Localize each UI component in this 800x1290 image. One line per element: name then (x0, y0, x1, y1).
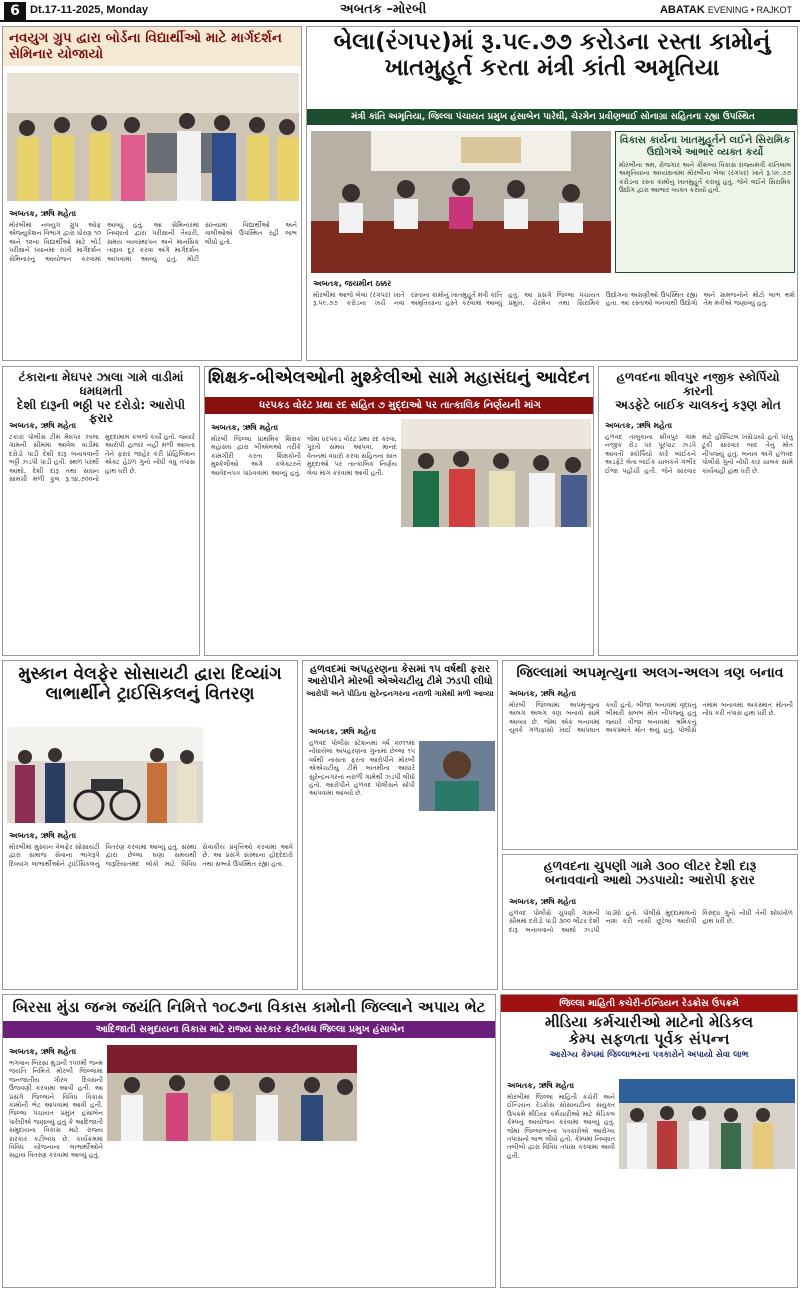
headline-line-1: મીડિયા કર્મચારીઓ માટેનો મેડિકલ (544, 1013, 754, 1031)
byline: અબતક, ઋષિ મહેતા (509, 897, 577, 906)
seminar-photo-illustration (7, 73, 299, 201)
article-body-wrap (211, 421, 397, 656)
article-subhead: મંત્રી કાંતિ અમૃતિયા, જિલ્લા પંચાયત પ્રમુખ હંસાબેન પારેઘી, ચેરમેન પ્રવીણભાઈ સોનાગ્રા સહિતના રહ્યા ઉપસ્થિત (307, 109, 798, 125)
article-body: મોરબીમાં નવયુગ ગ્રુપ ઓફ એજ્યુકેશન વિભાગ દ્વારા ધોરણ ૧૦ અને ૧૨ના વિદ્યાર્થીઓ માટે બોર્ડ પરીક્ષાને ધ્યાનમાં રાખી માર્ગદર્શન સેમિનારનું આયોજન કરવામાં આવ્યું હતું. આ સેમિનારમાં નિષ્ણાતો દ્વારા પરીક્ષાની તૈયારી, સમય વ્યવસ્થાપન અને માનસિક તણાવ દૂર કરવા અંગે માર્ગદર્શન આપવામાં આવ્યું હતું. મોટી સંખ્યામાં વિદ્યાર્થીઓ અને વાલીઓએ ઉપસ્થિત રહી લાભ લીધો હતો. (9, 221, 297, 263)
sidebar-body: મોરબીના શ્રમ, રોજગાર અને કૌશલ્ય વિકાસ રાજ્યમંત્રી કાંતિલાલ અમૃતિયાના અધ્યક્ષતામાં મોરબીના બેલા (રંગપર) ખાતે રૂ.૫૯.૭૭ કરોડના રસ્તા કામોનું ખાતમુહૂર્ત કરાયું હતું. જેને લઈને સિરામિક ઉદ્યોગ દ્વારા આભાર વ્યક્ત કરાયો હતો. (619, 161, 791, 195)
headline-line-1: મુસ્કાન વેલફેર સોસાયટી દ્વારા દિવ્યાંગ (18, 664, 282, 684)
headline-line-2: ખાતમુહૂર્ત કરતા મંત્રી કાંતી અમૃતિયા (384, 55, 720, 82)
article-body-wrap (605, 419, 793, 655)
article-teachers-blo (204, 366, 594, 656)
article-birsa-munda (2, 994, 496, 1288)
article-headline: નવયુગ ગ્રુપ દ્વારા બોર્ડના વિદ્યાર્થીઓ માટે માર્ગદર્શન સેમિનાર યોજાયો (3, 27, 301, 66)
headline-line-2: બનાવવાનો આથો ઝડપાયો: આરોપી ફરાર (545, 872, 755, 888)
article-body-wrap (9, 207, 297, 356)
byline: અબતક, ઋષિ મહેતા (309, 727, 377, 736)
headline-line-1: હળવદમાં અપહરણના કેસમાં ૧૫ વર્ષથી ફરાર (309, 664, 490, 675)
article-halvad-accident (598, 366, 798, 656)
article-navyug-seminar (2, 26, 302, 361)
article-body-wrap (9, 1045, 103, 1284)
masthead (0, 0, 800, 22)
headline-line-2: દેશી દારૂની ભઠ્ઠી પર દરોડો: આરોપી ફરાર (16, 397, 186, 426)
byline: અબતક, ઋષિ મહેતા (605, 421, 673, 430)
article-subhead: ધરપકડ વોરંટ પ્રથા રદ સહિત ૭ મુદ્દાઓ પર તાત્કાલિક નિર્ણયની માંગ (205, 397, 594, 414)
article-headline (3, 661, 297, 708)
brand-name: ABATAK EVENING • RAJKOT (659, 4, 792, 16)
byline: અબતક, ઋષિ મહેતા (507, 1081, 575, 1090)
tricycle-photo-illustration (7, 727, 203, 823)
article-media-medical-camp (500, 994, 798, 1288)
tricycle-photo (7, 727, 203, 823)
article-subhead: આરોગ્ય કેમ્પમાં જિલ્લાભરના પત્રકારોને અપાયો સેવા લાભ (549, 1049, 749, 1060)
birsa-event-photo (107, 1045, 357, 1141)
article-tankara-raid (2, 366, 200, 656)
article-headline: શિક્ષક-બીએલઓની મુશ્કેલીઓ સામે મહાસંઘનું આવેદન (207, 368, 591, 388)
section-title: અબતક –મોરબી (340, 2, 427, 17)
article-body: ભગવાન બિરસા મુંડાની ૧૫૦મી જન્મ જયંતિ નિમિત્તે મોરબી જિલ્લામાં જનજાતીય ગૌરવ દિવસની ઉજવણી કરવામાં આવી હતી. આ પ્રસંગે જિલ્લાને વિવિધ વિકાસ કામોની ભેટ આપવામાં આવી હતી. જિલ્લા પંચાયત પ્રમુખ હંસાબેન પારેઘીએ જણાવ્યું હતું કે આદિજાતી સમુદાયના વિકાસ માટે રાજ્ય સરકાર કટીબધ્ધ છે. કાર્યક્રમમાં વિવિધ યોજનાના લાભાર્થીઓને સહાય વિતરણ કરવામાં આવ્યું હતું. (9, 1059, 103, 1160)
headline-line-1: બેલા(રંગપર)માં રૂ.૫૯.૭૭ કરોડના રસ્તા કામોનું (333, 29, 771, 55)
article-body-wrap (309, 725, 415, 979)
article-headline (599, 367, 797, 416)
article-body-wrap (509, 687, 793, 846)
article-kicker: જિલ્લા માહિતી કચેરી-ઈન્ડિયન રેડક્રોસ ઉપક્રમે (501, 995, 797, 1012)
article-subhead: આરોપી અને પીડિતા સુરેન્દ્રનગરના નરાળી ગામેથી મળી આવ્યા (306, 689, 494, 698)
headline-line-1: હળવદના શીવપુર નજીક સ્કોર્પિયો કારની (616, 370, 780, 398)
byline: અબતક, ઋષિ મહેતા (509, 689, 577, 698)
memorandum-photo-illustration (401, 419, 591, 527)
byline: અબતક, ઋષિ મહેતા (9, 1047, 77, 1056)
accused-photo (419, 741, 495, 811)
headline-line-2: અડફેટે બાઈક ચાલકનું કરૂણ મોત (615, 397, 781, 412)
issue-date: Dt.17-11-2025, Monday (30, 4, 148, 16)
accused-photo-illustration (419, 741, 495, 811)
article-bela-road-works (306, 26, 798, 361)
article-headline (503, 855, 797, 892)
article-headline (307, 27, 797, 84)
article-body: મોરબીમાં જિલ્લા માહિતી કચેરી અને ઈન્ડિયન રેડક્રોસ સોસાયટીના સંયુક્ત ઉપક્રમે મીડિયા કર્મચારીઓ માટે મેડિકલ કેમ્પનું આયોજન કરવામાં આવ્યું હતું. જેમાં જિલ્લાભરના પત્રકારોએ આરોગ્ય તપાસનો લાભ લીધો હતો. કેમ્પમાં નિષ્ણાત તબીબો દ્વારા વિવિધ તપાસ કરવામાં આવી હતી. (507, 1093, 615, 1160)
page-number: 6 (4, 2, 26, 20)
article-body-wrap (509, 895, 793, 989)
article-body: મોરબીમાં આજે બેલા (રંગપર) ખાતે રૂ.૫૯.૭૭ કરોડના ખર્ચે નવા રસ્તાના કામોનું ખાતમુહૂર્ત મંત્રી કાંતિ અમૃતિયાના હસ્તે કરવામાં આવ્યું હતું. આ પ્રસંગે જિલ્લા પંચાયત પ્રમુખ, ચેરમેન તથા સિરામિક ઉદ્યોગના અગ્રણીઓ ઉપસ્થિત રહ્યા હતા. આ રસ્તાઓ બનવાથી ઉદ્યોગો અને ગ્રામજનોને મોટો લાભ થશે તેમ મંત્રીએ જણાવ્યું હતું. (313, 291, 795, 308)
sidebar-box (615, 131, 795, 273)
article-accidental-deaths (502, 660, 798, 850)
article-body-wrap (313, 277, 795, 359)
byline: અબતક, ઋષિ મહેતા (211, 423, 279, 432)
article-body: હળવદ પોલીસે ચુપણી ગામની સીમમાં દરોડો પાડી ૩૦૦ લીટર દેશી દારૂ બનાવવાનો આથો ઝડપી પાડ્યો હતો. પોલીસે મુદ્દામાલનો નાશ કરી નાસી છૂટેલા આરોપી વિરુદ્ધ ગુનો નોંધી તેની શોધખોળ હાથ ધરી છે. (509, 909, 793, 934)
article-body: હળવદ પોલીસ સ્ટેશનમાં વર્ષ ૨૦૧૧માં નોંધાયેલા અપહરણના ગુનામાં છેલ્લા ૧૫ વર્ષથી નાસતા ફરતા આરોપીને મોરબી એએચટીયુ ટીમે બાતમીના આધારે સુરેન્દ્રનગરના નરાળી ગામેથી ઝડપી લીધો હતો. આરોપીને હળવદ પોલીસને સોંપી આપવામાં આવ્યો છે. (309, 739, 415, 798)
article-chupni-liquor (502, 854, 798, 990)
article-body: મોરબી જિલ્લામાં અપમૃત્યુના અલગ અલગ ત્રણ બનાવો સામે આવ્યા છે. જેમાં એક બનાવમાં યુવકે ગળાફાંસો ખાઈ આપઘાત કર્યો હતો, બીજા બનાવમાં વૃદ્ધનું બીમારી સબબ મોત નીપજ્યું હતું જ્યારે ત્રીજા બનાવમાં શ્રમિકનું અકસ્માતે મોત થયું હતું. પોલીસે તમામ બનાવમાં અકસ્માત મોતની નોંધ કરી તપાસ હાથ ધરી છે. (509, 701, 793, 735)
article-subhead: આદિજાતી સમુદાયના વિકાસ માટે રાજ્ય સરકાર કટીબધ્ધ જિલ્લા પ્રમુખ હંસાબેન (3, 1021, 496, 1038)
article-body-wrap (9, 829, 293, 983)
article-halvad-kidnapping (302, 660, 498, 990)
medical-camp-photo (619, 1079, 795, 1169)
medical-camp-photo-illustration (619, 1079, 795, 1169)
seminar-photo (7, 73, 299, 201)
ceremony-photo (311, 131, 611, 273)
byline: અબતક, જયમીન ઠક્કર (313, 279, 392, 288)
byline: અબતક, ઋષિ મહેતા (9, 209, 77, 218)
headline-line-1: હળવદના ચુપણી ગામે ૩૦૦ લીટર દેશી દારૂ (543, 858, 757, 873)
article-body: હળવદ તાલુકાના શીવપુર ગામ નજીક રોડ પર પૂરપાટ ઝડપે આવતી સ્કોર્પિયો કારે બાઈકને અડફેટે લેતા બાઈક ચાલકને ગંભીર ઈજા પહોંચી હતી. જેને સારવાર માટે હોસ્પિટલ ખસેડાયો હતો પરંતુ ટૂંકી સારવાર બાદ તેનું મોત નીપજ્યું હતું. બનાવ અંગે હળવદ પોલીસે ગુનો નોંધી કાર ચાલક સામે કાર્યવાહી હાથ ધરી છે. (605, 433, 793, 475)
headline-line-1: ટંકારાના મેઘપર ઝાલા ગામે વાડીમાં ધમધમતી (18, 370, 184, 398)
article-headline: બિરસા મુંડા જન્મ જયંતિ નિમિત્તે ૧૦૮૭ના વિકાસ કામોની જિલ્લાને અપાય ભેટ (12, 998, 486, 1016)
sidebar-title: વિકાસ કાર્યના ખાતમુહૂર્તને લઈને સિરામિક ઉદ્યોગએ આભાર વ્યક્ત કર્યો (619, 135, 791, 158)
article-body-wrap (9, 419, 195, 655)
article-headline (501, 1012, 797, 1051)
byline: અબતક, ઋષિ મહેતા (9, 421, 77, 430)
memorandum-photo (401, 419, 591, 527)
headline-line-2: લાભાર્થીને ટ્રાઈસિકલનું વિતરણ (45, 683, 255, 704)
headline-line-2: કેમ્પ સફળતા પૂર્વક સંપન્ન (568, 1030, 730, 1049)
article-body-wrap (507, 1079, 615, 1288)
article-headline (303, 661, 497, 690)
article-body: મોરબી જિલ્લા પ્રાથમિક શિક્ષક મહાસંઘ દ્વારા બીએલઓ તરીકે કામગીરી કરતા શિક્ષકોની મુશ્કેલીઓ અંગે કલેક્ટરને આવેદનપત્ર પાઠવવામાં આવ્યું હતું. જેમાં ધરપકડ વોરંટ પ્રથા રદ કરવા, પૂરતો સમય આપવા, માનદ વેતનમાં વધારો કરવા સહિતના સાત મુદ્દાઓ પર તાત્કાલિક નિર્ણય લેવા માંગ કરવામાં આવી હતી. (211, 435, 397, 477)
article-body: ટંકારા પોલીસ ટીમ મેઘપર ઝાલા ગામની સીમમાં આવેલ વાડીમાં દરોડો પાડી દેશી દારૂ બનાવવાની ભઠ્ઠી ઝડપી પાડી હતી. સ્થળ પરથી આથો, દેશી દારૂ તથા સાધન સામગ્રી મળી કુલ રૂ.૧૪,૭૦૦નો મુદ્દામાલ કબજે કર્યો હતો. જ્યારે આરોપી હાજર નહીં મળી આવતા તેને ફરાર જાહેર કરી પ્રોહિબિશન એક્ટ હેઠળ ગુનો નોંધી વધુ તપાસ હાથ ધરી છે. (9, 433, 195, 484)
ceremony-photo-illustration (311, 131, 611, 273)
byline: અબતક, ઋષિ મહેતા (9, 831, 77, 840)
birsa-event-photo-illustration (107, 1045, 357, 1141)
article-headline: જિલ્લામાં અપમૃત્યુના અલગ-અલગ ત્રણ બનાવ (516, 665, 784, 681)
article-muskan-welfare (2, 660, 298, 990)
headline-line-2: આરોપીને મોરબી એએચટીયુ ટીમે ઝડપી લીધો (307, 675, 493, 687)
article-body: મોરબીમાં મુસ્કાન વેલફેર સોસાયટી દ્વારા સમાજ સેવાના ભાગરૂપે દિવ્યાંગ લાભાર્થીઓને ટ્રાઈસિકલનું વિતરણ કરવામાં આવ્યું હતું. સંસ્થા દ્વારા છેલ્લા ઘણા સમયથી જરૂરિયાતમંદ લોકો માટે વિવિધ સેવાકીય પ્રવૃત્તિઓ કરવામાં આવે છે. આ પ્રસંગે સંસ્થાના હોદ્દેદારો તથા સભ્યો ઉપસ્થિત રહ્યા હતા. (9, 843, 293, 868)
